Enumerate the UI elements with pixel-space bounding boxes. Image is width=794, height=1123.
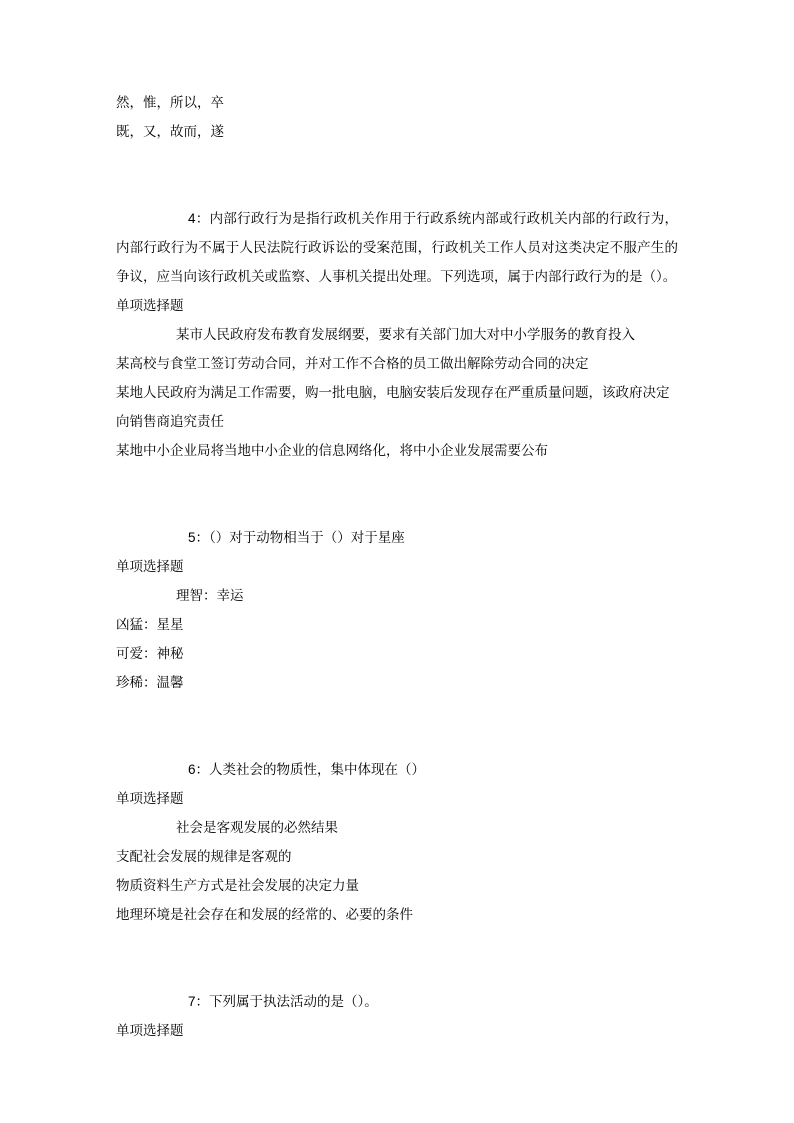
question-type-4: 单项选择题 — [116, 298, 184, 313]
option-item[interactable]: 凶猛：星星 — [116, 617, 184, 632]
spacer — [116, 146, 678, 175]
top-lines — [116, 88, 678, 146]
option-item[interactable]: 社会是客观发展的必然结果 — [176, 820, 338, 835]
option-item[interactable]: 支配社会发展的规律是客观的 — [116, 849, 292, 864]
question-block-4 — [116, 204, 678, 465]
spacer — [116, 494, 678, 523]
option-item[interactable]: 可爱：神秘 — [116, 646, 184, 661]
top-line-1: 然，惟，所以，卒 — [116, 95, 224, 110]
option-item[interactable]: 某市人民政府发布教育发展纲要，要求有关部门加大对中小学服务的教育投入 — [176, 327, 635, 342]
spacer — [116, 175, 678, 204]
question-block-6 — [116, 755, 678, 929]
question-block-5 — [116, 523, 678, 697]
top-line-2: 既，又，故而，遂 — [116, 124, 224, 139]
option-item[interactable]: 某地中小企业局将当地中小企业的信息网络化，将中小企业发展需要公布 — [116, 443, 548, 458]
question-stem-5: 5：（）对于动物相当于（）对于星座 — [188, 530, 405, 545]
option-item[interactable]: 物质资料生产方式是社会发展的决定力量 — [116, 878, 359, 893]
spacer — [116, 726, 678, 755]
spacer — [116, 465, 678, 494]
option-item[interactable]: 理智：幸运 — [176, 588, 244, 603]
spacer — [116, 697, 678, 726]
question-stem-4: 4：内部行政行为是指行政机关作用于行政系统内部或行政机关内部的行政行为，内部行政行为不属于人民法院行政诉讼的受案范围，行政机关工作人员对这类决定不服产生的争议，应当向该行政机关或监察、人事机关提出处理。下列选项，属于内部行政行为的是（）。 — [116, 211, 678, 284]
question-stem-7: 7：下列属于执法活动的是（）。 — [188, 994, 378, 1009]
spacer — [116, 958, 678, 987]
option-item[interactable]: 珍稀：温馨 — [116, 675, 184, 690]
question-type-7: 单项选择题 — [116, 1023, 184, 1038]
option-item[interactable]: 某地人民政府为满足工作需要，购一批电脑，电脑安装后发现存在严重质量问题，该政府决定向销售商追究责任 — [116, 385, 670, 429]
question-stem-6: 6：人类社会的物质性，集中体现在（） — [188, 762, 426, 777]
option-item[interactable]: 地理环境是社会存在和发展的经常的、必要的条件 — [116, 907, 413, 922]
question-type-5: 单项选择题 — [116, 559, 184, 574]
question-block-7 — [116, 987, 678, 1045]
spacer — [116, 929, 678, 958]
option-item[interactable]: 某高校与食堂工签订劳动合同，并对工作不合格的员工做出解除劳动合同的决定 — [116, 356, 589, 371]
question-type-6: 单项选择题 — [116, 791, 184, 806]
